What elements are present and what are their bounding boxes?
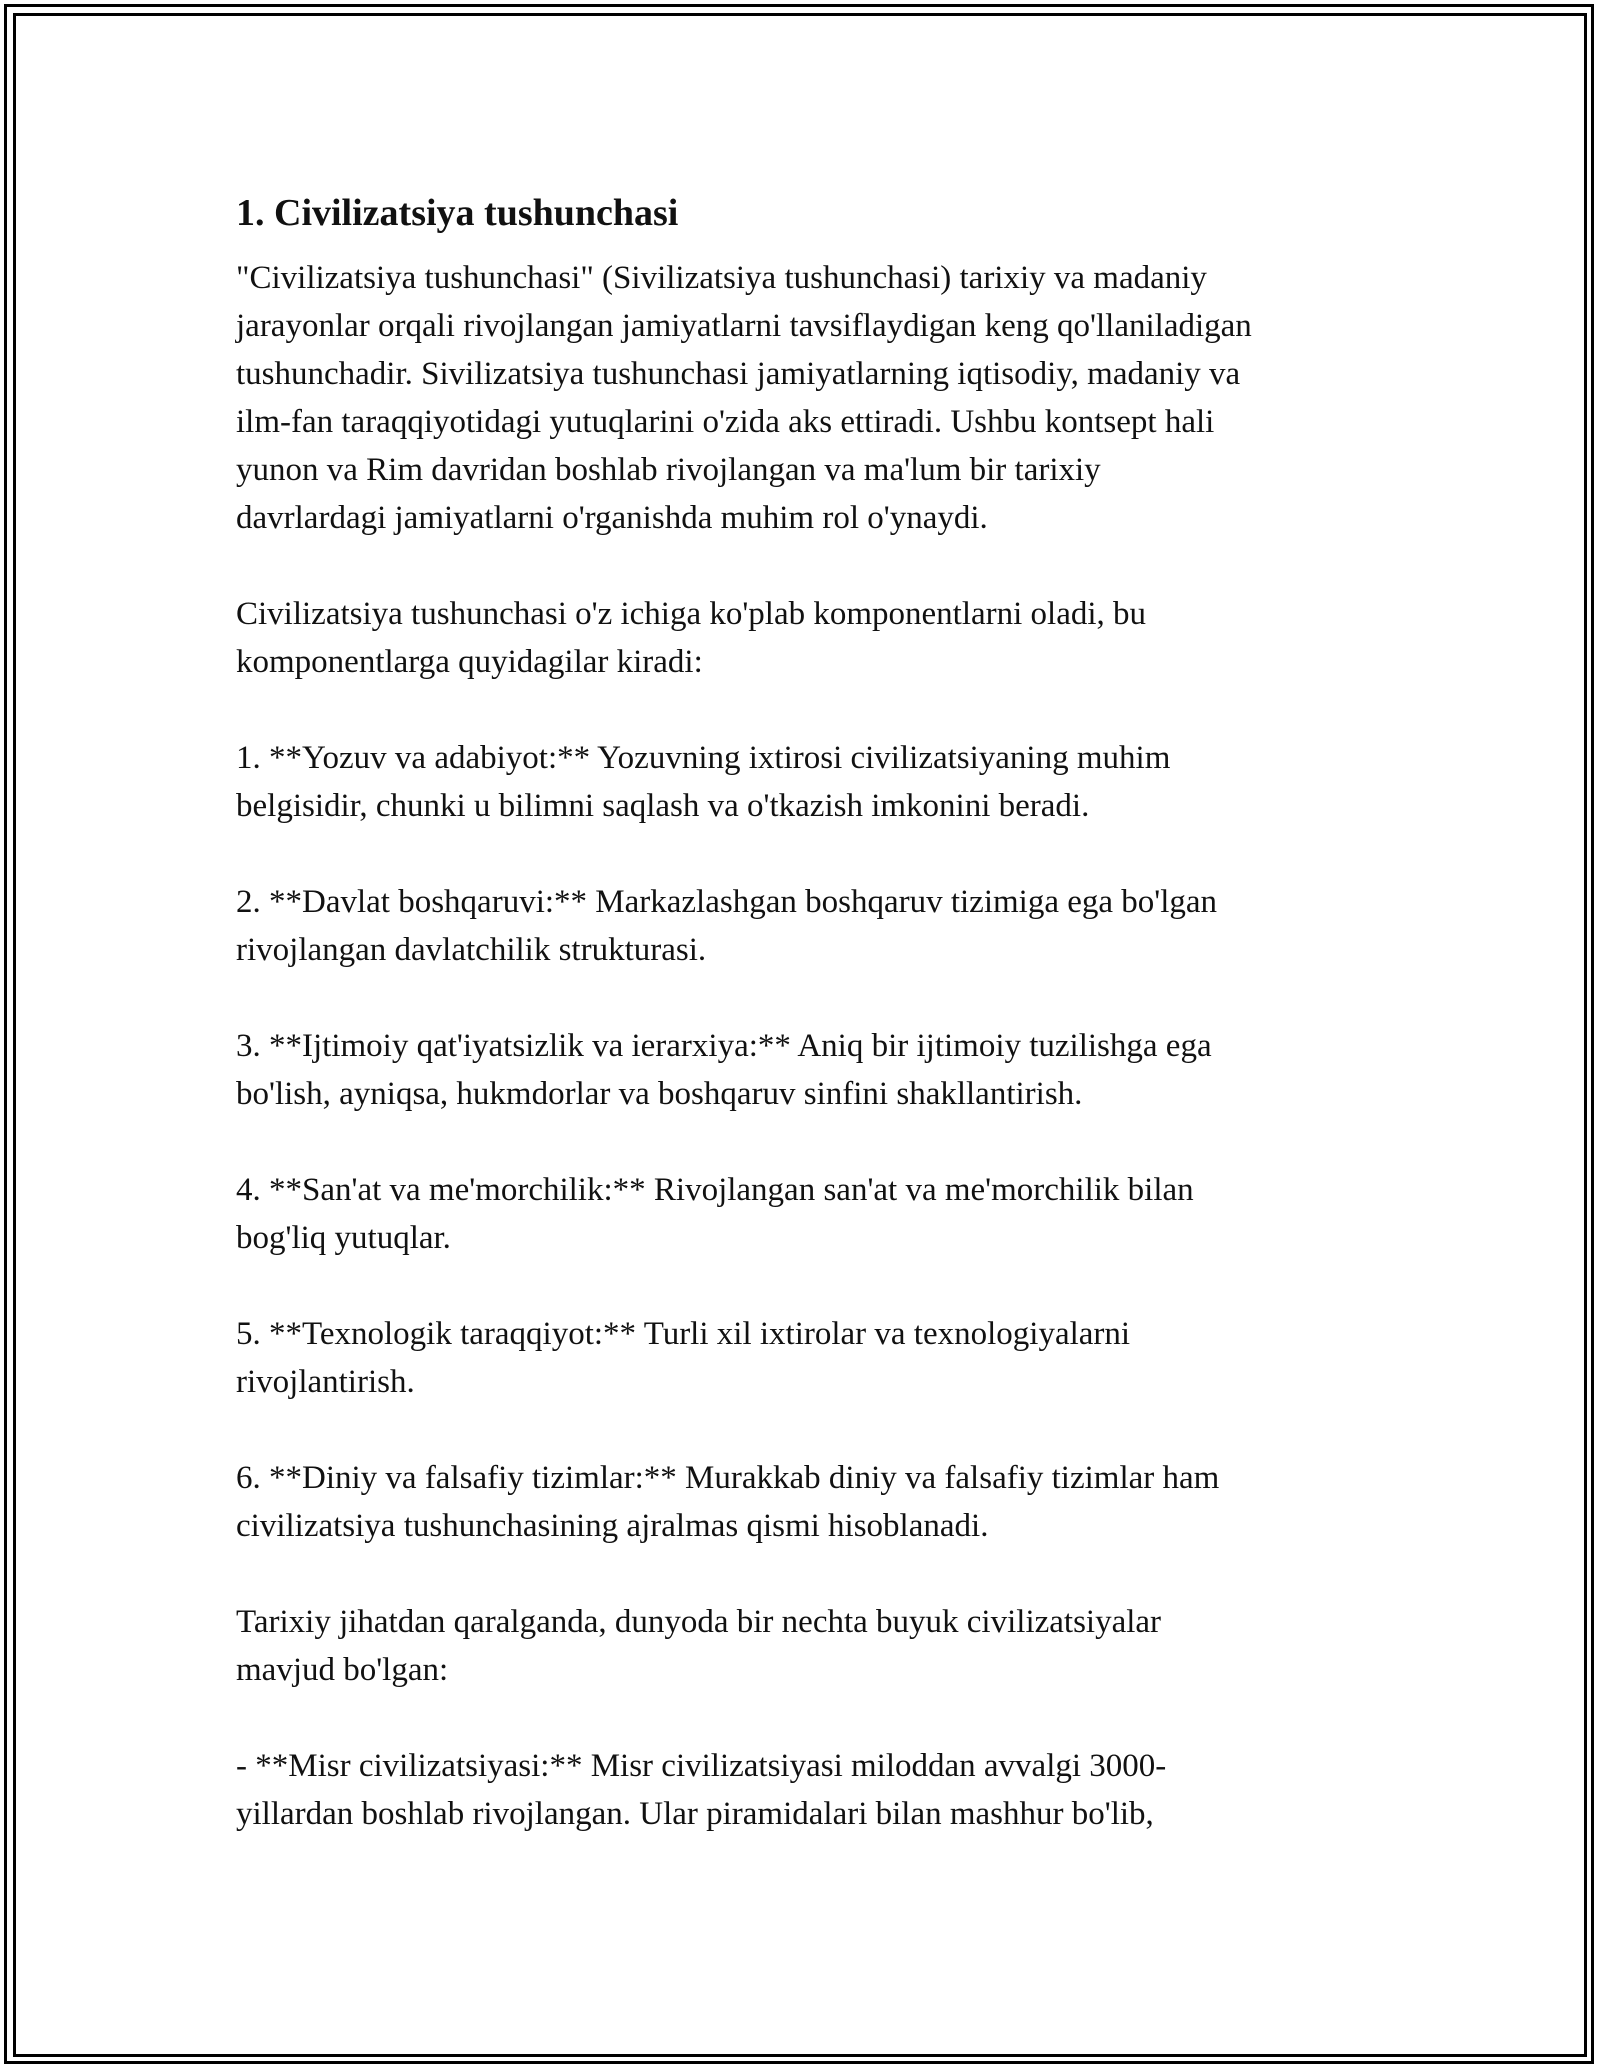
bullet-item-egypt [236, 1742, 1396, 1838]
text-line: yillardan boshlab rivojlangan. Ular piramidalari bilan mashhur bo'lib, [236, 1796, 1154, 1832]
text-line: civilizatsiya tushunchasining ajralmas qismi hisoblanadi. [236, 1508, 989, 1544]
text-line: komponentlarga quyidagilar kiradi: [236, 644, 703, 680]
text-line: 5. **Texnologik taraqqiyot:** Turli xil ixtirolar va texnologiyalarni [236, 1316, 1131, 1352]
list-item-1 [236, 734, 1396, 830]
text-line: davrlardagi jamiyatlarni o'rganishda muhim rol o'ynaydi. [236, 500, 988, 536]
page-title: 1. Civilizatsiya tushunchasi [236, 192, 679, 234]
document-body [236, 184, 1396, 1838]
list-item-3 [236, 1022, 1396, 1118]
text-line: - **Misr civilizatsiyasi:** Misr civilizatsiyasi miloddan avvalgi 3000- [236, 1748, 1167, 1784]
text-line: jarayonlar orqali rivojlangan jamiyatlarni tavsiflaydigan keng qo'llaniladigan [236, 308, 1252, 344]
text-line: "Civilizatsiya tushunchasi" (Sivilizatsiya tushunchasi) tarixiy va madaniy [236, 260, 1207, 296]
text-line: bo'lish, ayniqsa, hukmdorlar va boshqaruv sinfini shakllantirish. [236, 1076, 1083, 1112]
text-line: 3. **Ijtimoiy qat'iyatsizlik va ierarxiya:** Aniq bir ijtimoiy tuzilishga ega [236, 1028, 1212, 1064]
text-line: rivojlantirish. [236, 1364, 415, 1400]
list-item-6 [236, 1454, 1396, 1550]
text-line: mavjud bo'lgan: [236, 1652, 449, 1688]
text-line: bog'liq yutuqlar. [236, 1220, 451, 1256]
text-line: Civilizatsiya tushunchasi o'z ichiga ko'plab komponentlarni oladi, bu [236, 596, 1147, 632]
text-line: 4. **San'at va me'morchilik:** Rivojlangan san'at va me'morchilik bilan [236, 1172, 1194, 1208]
list-item-2 [236, 878, 1396, 974]
text-line: Tarixiy jihatdan qaralganda, dunyoda bir nechta buyuk civilizatsiyalar [236, 1604, 1162, 1640]
text-line: 1. **Yozuv va adabiyot:** Yozuvning ixtirosi civilizatsiyaning muhim [236, 740, 1171, 776]
text-line: ilm-fan taraqqiyotidagi yutuqlarini o'zida aks ettiradi. Ushbu kontsept hali [236, 404, 1215, 440]
text-line: tushunchadir. Sivilizatsiya tushunchasi jamiyatlarning iqtisodiy, madaniy va [236, 356, 1241, 392]
civilizations-intro-paragraph [236, 1598, 1396, 1694]
components-intro-paragraph [236, 590, 1396, 686]
text-line: 6. **Diniy va falsafiy tizimlar:** Murakkab diniy va falsafiy tizimlar ham [236, 1460, 1220, 1496]
text-line: yunon va Rim davridan boshlab rivojlangan va ma'lum bir tarixiy [236, 452, 1101, 488]
text-line: 2. **Davlat boshqaruvi:** Markazlashgan boshqaruv tizimiga ega bo'lgan [236, 884, 1218, 920]
intro-paragraph [236, 254, 1396, 542]
text-line: rivojlangan davlatchilik strukturasi. [236, 932, 707, 968]
list-item-4 [236, 1166, 1396, 1262]
list-item-5 [236, 1310, 1396, 1406]
text-line: belgisidir, chunki u bilimni saqlash va o'tkazish imkonini beradi. [236, 788, 1090, 824]
